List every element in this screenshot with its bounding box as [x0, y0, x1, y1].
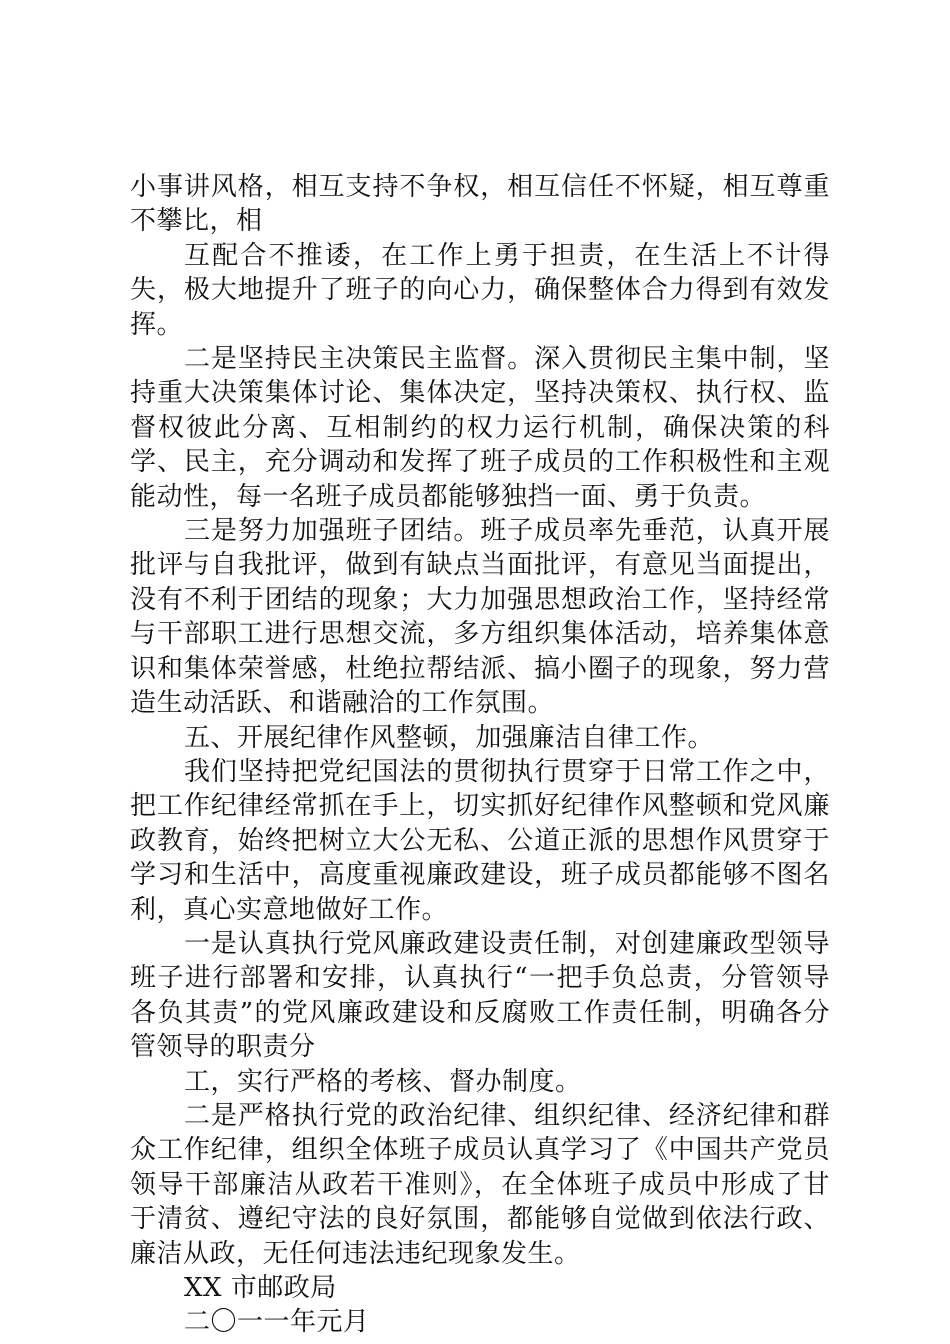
signature-organization: XX 市邮政局	[184, 1273, 337, 1303]
paragraph: 一是认真执行党风廉政建设责任制，对创建廉政型领导班子进行部署和安排，认真执行“一把手负总责，分管领导各负其责”的党风廉政建设和反腐败工作责任制，明确各分管领导的职责分	[130, 928, 830, 1063]
section-heading: 五、开展纪律作风整顿，加强廉洁自律工作。	[184, 722, 715, 753]
paragraph: 二是严格执行党的政治纪律、组织纪律、经济纪律和群众工作纪律，组织全体班子成员认真学习了《中国共产党员领导干部廉洁从政若干准则》，在全体班子成员中形成了甘于清贫、遵纪守法的良好氛围，都能够自觉做到依法行政、廉洁从政，无任何违法违纪现象发生。	[130, 1100, 830, 1269]
paragraph: 互配合不推诿，在工作上勇于担责，在生活上不计得失，极大地提升了班子的向心力，确保整体合力得到有效发挥。	[130, 240, 830, 340]
document-body	[130, 170, 830, 1340]
signature-date: 二〇一一年元月	[184, 1307, 370, 1338]
paragraph: 工，实行严格的考核、督办制度。	[184, 1066, 582, 1097]
paragraph: 二是坚持民主决策民主监督。深入贯彻民主集中制，坚持重大决策集体讨论、集体决定，坚持决策权、执行权、监督权彼此分离、互相制约的权力运行机制，确保决策的科学、民主，充分调动和发挥了班子成员的工作积极性和主观能动性，每一名班子成员都能够独挡一面、勇于负责。	[130, 344, 830, 512]
paragraph: 我们坚持把党纪国法的贯彻执行贯穿于日常工作之中，把工作纪律经常抓在手上，切实抓好纪律作风整顿和党风廉政教育，始终把树立大公无私、公道正派的思想作风贯穿于学习和生活中，高度重视廉政建设，班子成员都能够不图名利，真心实意地做好工作。	[130, 756, 830, 925]
paragraph-continuation: 小事讲风格，相互支持不争权，相互信任不怀疑，相互尊重不攀比，相	[130, 172, 830, 237]
paragraph: 三是努力加强班子团结。班子成员率先垂范，认真开展批评与自我批评，做到有缺点当面批评，有意见当面提出，没有不利于团结的现象；大力加强思想政治工作，坚持经常与干部职工进行思想交流，多方组织集体活动，培养集体意识和集体荣誉感，杜绝拉帮结派、搞小圈子的现象，努力营造生动活跃、和谐融洽的工作氛围。	[130, 516, 830, 719]
